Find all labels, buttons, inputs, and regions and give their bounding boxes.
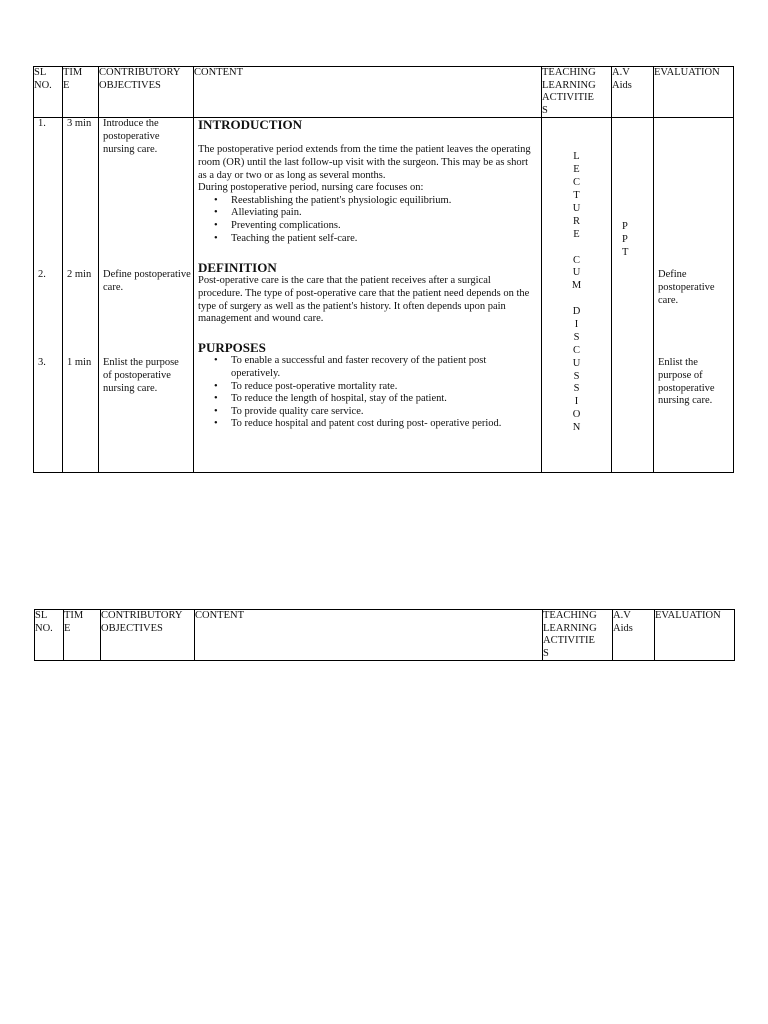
header-evaluation: EVALUATION xyxy=(655,610,735,661)
letter: I xyxy=(574,318,579,330)
row3-time: 1 min xyxy=(67,357,92,369)
header-row xyxy=(35,610,735,661)
row1-sl: 1. xyxy=(38,118,46,130)
header-objectives: CONTRIBUTORY OBJECTIVES xyxy=(99,67,194,118)
letter: S xyxy=(573,370,580,382)
header-content: CONTENT xyxy=(195,610,543,661)
purposes-section xyxy=(198,341,537,431)
list-item: • To provide quality care service. xyxy=(198,406,537,419)
letter: L xyxy=(573,151,580,163)
letter: T xyxy=(573,190,580,202)
list-item: • Alleviating pain. xyxy=(198,207,537,220)
list-item: • Preventing complications. xyxy=(198,220,537,233)
introduction-heading: INTRODUCTION xyxy=(198,117,303,133)
row3-objective: Enlist the purpose of postoperative nursing care. xyxy=(103,357,179,394)
list-item: • Reestablishing the patient's physiologic equilibrium. xyxy=(198,195,537,208)
header-evaluation: EVALUATION xyxy=(654,67,734,118)
teaching-activities-column xyxy=(542,118,612,473)
letter-gap xyxy=(542,293,611,306)
list-item: • Teaching the patient self-care. xyxy=(198,233,537,246)
row2-objective: Define postoperative care. xyxy=(103,269,191,293)
list-item: • To reduce the length of hospital, stay of the patient. xyxy=(198,393,537,406)
body-row xyxy=(34,118,734,473)
letter: T xyxy=(622,246,629,258)
header-time: TIM E xyxy=(63,67,99,118)
header-time: TIM E xyxy=(64,610,101,661)
letter: M xyxy=(571,280,582,292)
letter: N xyxy=(572,422,581,434)
letter: S xyxy=(573,331,580,343)
letter: U xyxy=(572,357,581,369)
letter: P xyxy=(622,233,628,245)
header-sl-no: SL NO. xyxy=(34,67,63,118)
header-objectives: CONTRIBUTORY OBJECTIVES xyxy=(101,610,195,661)
row2-time: 2 min xyxy=(67,269,92,281)
header-av-aids: A.V Aids xyxy=(612,67,654,118)
letter: C xyxy=(572,254,580,266)
header-av-aids: A.V Aids xyxy=(613,610,655,661)
letter: E xyxy=(573,164,580,176)
row1-objective: Introduce the postoperative nursing care. xyxy=(103,118,160,155)
purposes-heading: PURPOSES xyxy=(198,340,266,356)
letter: I xyxy=(574,396,579,408)
letter: S xyxy=(573,383,580,395)
letter: O xyxy=(572,409,581,421)
letter: D xyxy=(572,306,581,318)
teaching-method-vertical xyxy=(542,151,611,435)
header-teaching-activities: TEACHING LEARNING ACTIVITIE S xyxy=(543,610,613,661)
letter: U xyxy=(572,202,581,214)
letter: C xyxy=(572,177,580,189)
lesson-plan-table-continued xyxy=(34,609,735,661)
av-aids-vertical xyxy=(622,221,628,259)
header-row xyxy=(34,67,734,118)
row1-time: 3 min xyxy=(67,118,92,130)
introduction-paragraph: The postoperative period extends from the time the patient leaves the operating room (OR) until the last follow-up visit with the surgeon. This may be as short as a day or two or as long as several months. xyxy=(198,144,531,181)
list-item: • To reduce hospital and patent cost during post- operative period. xyxy=(198,418,537,431)
letter: E xyxy=(573,228,580,240)
introduction-lead: During postoperative period, nursing care focuses on: xyxy=(198,182,424,194)
header-teaching-activities: TEACHING LEARNING ACTIVITIE S xyxy=(542,67,612,118)
header-content: CONTENT xyxy=(194,67,542,118)
row3-evaluation: Enlist the purpose of postoperative nursing care. xyxy=(658,357,715,407)
objectives-column xyxy=(99,118,194,473)
evaluation-column xyxy=(654,118,734,473)
row2-evaluation: Define postoperative care. xyxy=(658,269,715,306)
letter: U xyxy=(572,267,581,279)
list-item: • To enable a successful and faster recovery of the patient post operatively. xyxy=(198,355,537,380)
introduction-bullets xyxy=(198,195,537,245)
definition-paragraph: Post-operative care is the care that the patient receives after a surgical procedure. The type of post-operative care that the patient need depends on the type of surgery as well as the patient's history. It often depends upon pain management and wound care. xyxy=(198,275,530,325)
row3-sl: 3. xyxy=(38,357,46,369)
header-sl-no: SL NO. xyxy=(35,610,64,661)
purposes-bullets xyxy=(198,355,537,431)
letter: C xyxy=(572,344,580,356)
lesson-plan-table xyxy=(33,66,734,473)
letter-gap xyxy=(542,242,611,255)
definition-heading: DEFINITION xyxy=(198,260,277,276)
definition-section xyxy=(198,261,537,325)
av-aids-column xyxy=(612,118,654,473)
content-column xyxy=(194,118,542,473)
introduction-section xyxy=(198,118,537,245)
letter: P xyxy=(622,221,628,233)
list-item: • To reduce post-operative mortality rate. xyxy=(198,381,537,394)
letter: R xyxy=(572,215,580,227)
row2-sl: 2. xyxy=(38,269,46,281)
time-column xyxy=(63,118,99,473)
sl-no-column xyxy=(34,118,63,473)
